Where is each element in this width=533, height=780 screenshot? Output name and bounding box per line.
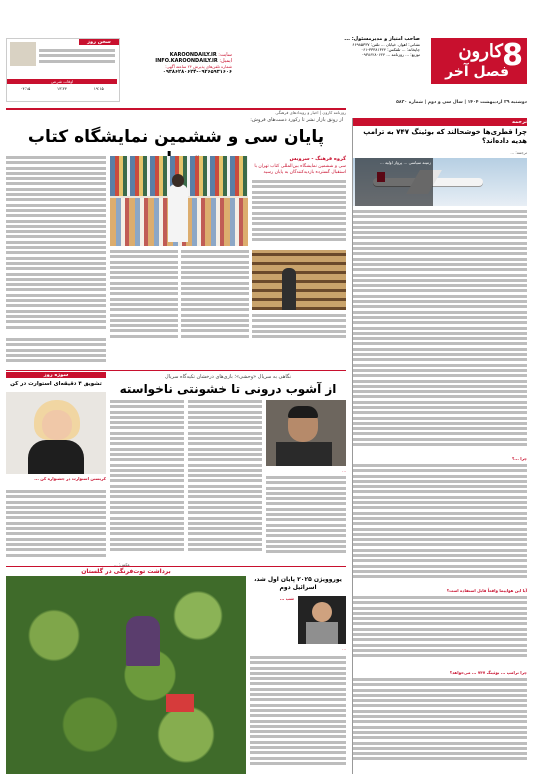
airplane-caption: زمینه سیاسی ... پرواز اولیه ...: [355, 158, 433, 206]
question-3: چرا ترامپ ... بوئینگ ۷۴۷ ... می‌خواهد؟: [449, 670, 527, 675]
lead-headline: پایان سی و ششمین نمایشگاه کتاب: [27, 127, 325, 147]
serial-body-1: [110, 400, 184, 562]
serial-photo: [266, 400, 346, 466]
calendar-label: اوقات شرعی: [7, 79, 117, 84]
email-label: ایمیل:: [219, 58, 232, 64]
bookstore-photo: [252, 250, 346, 310]
serial-body-3: [266, 476, 346, 562]
lead-subhead: سی و ششمین نمایشگاه بین‌المللی کتاب تهران با استقبال گسترده بازدیدکنندگان به پایان رسید: [254, 164, 346, 175]
dateline: دوشنبه ۲۹ اردیبهشت ۱۴۰۴ | سال سی و دوم | شماره ۵۸۲۰: [396, 100, 527, 105]
column-divider: [352, 118, 353, 774]
sport-caption: ...: [342, 646, 346, 651]
email-link[interactable]: INFO.KAROONDAILY.IR: [155, 58, 218, 64]
calendar-value: ۱۹:۱۵: [93, 86, 104, 91]
sport-sidebar: شب ...: [279, 596, 294, 601]
sport-headline: یوروویژن ۲۰۲۵ پایان اول شد، اسرائیل دوم: [254, 576, 342, 591]
lead-body-mid-2: [181, 250, 249, 346]
bottom-divider: [6, 566, 346, 567]
logo-word: کارون: [458, 41, 503, 62]
publisher-line: توزیع: ... روزنامه ... ۰۹۳۸۶۲۸۰۶۲۴: [361, 52, 420, 57]
question-1: چرا ...؟: [511, 456, 527, 461]
translation-label: ترجمه: [353, 118, 527, 126]
masthead: [0, 0, 533, 118]
phone-numbers: ۰۹۳۸۶۲۸۰۶۲۴-۰۹۲۶۵۹۳۱۶۰۶: [162, 69, 232, 75]
calendar-row: [7, 86, 117, 91]
lead-body-left: [6, 156, 106, 336]
quote-box: [6, 38, 120, 102]
translation-body: [353, 210, 527, 450]
publisher-info: [220, 36, 420, 96]
serial-caption: ...: [342, 468, 346, 473]
serial-kicker: نگاهی به سریال «وحشی»؛ بازی‌های درخشان تکیه‌گاه سریال: [164, 374, 292, 380]
lead-body-right-2: [252, 314, 346, 346]
lead-body-left-2: [6, 338, 106, 368]
strawberry-photo: [6, 576, 246, 774]
eurovision-photo: [298, 596, 346, 644]
publisher-line: چاپخانه: ... تلفکس: ۳۳۳۸۱۳۲۴-۰۶۱: [360, 47, 420, 52]
celebrity-photo: [6, 392, 106, 474]
strawberry-headline: برداشت توت‌فرنگی در گلستان: [81, 568, 171, 575]
translation-headline: چرا قطری‌ها خوشحالند که بوئینگ ۷۴۷ به ترامپ هدیه داده‌اند؟: [363, 128, 527, 145]
calendar-value: ۱۳:۲۴: [57, 86, 67, 91]
website-link[interactable]: KAROONDAILY.IR: [169, 52, 217, 58]
lead-body-mid-1: [110, 250, 178, 346]
section-title: فصل آخر: [445, 64, 509, 80]
lead-kicker: از رونق بازار نشر تا رکورد دست‌های فروش:: [250, 117, 343, 123]
translation-translator: ترجمه: ...: [510, 150, 527, 155]
translation-body-4: [353, 678, 527, 774]
page-number: 8: [502, 38, 523, 73]
contact-block: [120, 52, 232, 92]
breaking-bar: روزنامه کارون | اخبار و رویدادهای فرهنگی: [275, 110, 346, 115]
celebrity-headline: تشویق ۴ دقیقه‌ای استوارت در کن: [10, 381, 102, 387]
question-2: آیا این هواپیما واقعاً قابل استفاده است؟: [446, 588, 527, 593]
celebrity-body: [6, 490, 106, 564]
phone-label: شماره تلفن‌های پذیرش ۲۴ ساعته آگهی:: [165, 64, 232, 69]
logo-block: [431, 38, 527, 84]
serial-headline: از آشوب درونی تا خشونتی ناخواسته: [119, 382, 337, 396]
lead-body-right: [252, 180, 346, 250]
quote-image: [10, 42, 36, 66]
translation-body-3: [353, 596, 527, 666]
serial-divider: [6, 370, 346, 371]
website-label: سایت:: [218, 52, 232, 58]
publisher-line: نشانی: اهواز، خیابان ... تلفن: ۶۶۹۸۵۳۳۷: [352, 42, 420, 47]
strawberry-photographer: عکس: ...: [113, 562, 130, 567]
lead-byline: گروه فرهنگ - سرویس: [289, 156, 346, 162]
celebrity-caption: کریستن استوارت در جشنواره کن ...: [34, 476, 106, 481]
publisher-line: صاحب امتیاز و مدیرمسئول: ...: [344, 36, 420, 42]
sport-body: [250, 656, 346, 774]
book-fair-photo: [110, 156, 248, 246]
serial-body-2: [188, 400, 262, 562]
celebrity-label: سوژه روز: [6, 372, 106, 378]
quote-text: [39, 49, 115, 65]
translation-body-2: [353, 464, 527, 584]
quote-label: سخن روز: [79, 39, 119, 45]
calendar-value: ۰۴:۱۵: [20, 86, 31, 91]
